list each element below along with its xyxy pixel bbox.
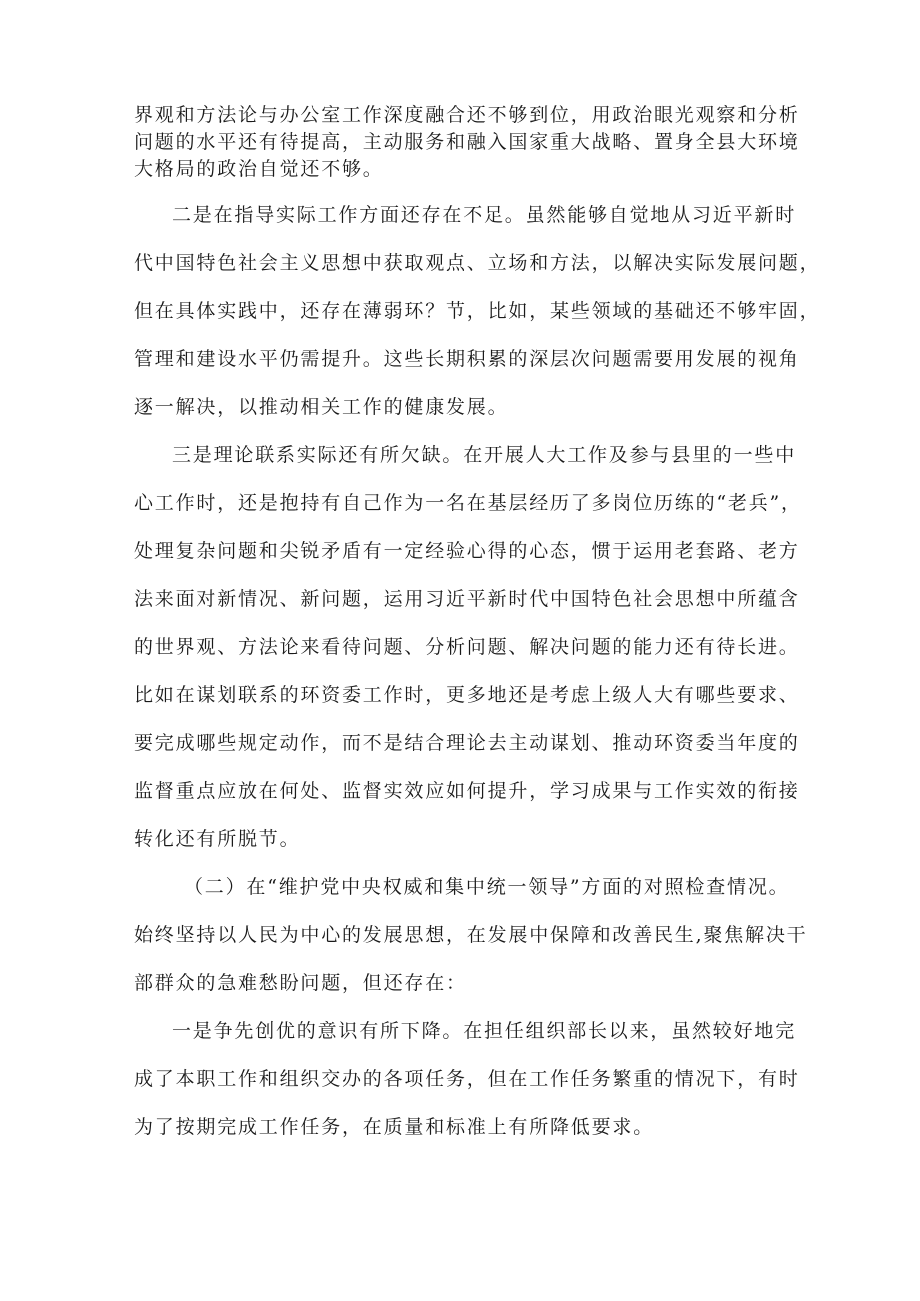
paragraph-2-line-3: 法来面对新情况、新问题，运用习近平新时代中国特色社会思想中所蕴含 <box>134 588 800 610</box>
paragraph-3-line-1: 始终坚持以人民为中心的发展思想，在发展中保障和改善民生,聚焦解决干 <box>134 924 808 946</box>
paragraph-2-line-4: 的世界观、方法论来看待问题、分析问题、解决问题的能力还有待长进。 <box>134 636 800 658</box>
paragraph-1-line-1: 代中国特色社会主义思想中获取观点、立场和方法，以解决实际发展问题， <box>134 252 821 274</box>
paragraph-2-line-6: 要完成哪些规定动作，而不是结合理论去主动谋划、推动环资委当年度的 <box>134 732 800 754</box>
paragraph-2-line-5: 比如在谋划联系的环资委工作时，更多地还是考虑上级人大有哪些要求、 <box>134 684 800 706</box>
paragraph-1-line-3: 管理和建设水平仍需提升。这些长期积累的深层次问题需要用发展的视角 <box>134 348 800 370</box>
paragraph-2-line-0: 三是理论联系实际还有所欠缺。在开展人大工作及参与县里的一些中 <box>172 444 797 466</box>
paragraph-1-line-2: 但在具体实践中，还存在薄弱环？节，比如，某些领域的基础还不够牢固， <box>134 300 821 322</box>
paragraph-1-line-0: 二是在指导实际工作方面还存在不足。虽然能够自觉地从习近平新时 <box>172 204 797 226</box>
paragraph-2-line-7: 监督重点应放在何处、监督实效应如何提升，学习成果与工作实效的衔接 <box>134 780 800 802</box>
paragraph-2-line-8: 转化还有所脱节。 <box>134 828 301 850</box>
paragraph-1-line-4: 逐一解决，以推动相关工作的健康发展。 <box>134 396 509 418</box>
paragraph-0-line-0: 界观和方法论与办公室工作深度融合还不够到位，用政治眼光观察和分析 <box>134 104 800 126</box>
paragraph-3-line-2: 部群众的急难愁盼问题，但还存在： <box>134 972 467 994</box>
paragraph-0-line-2: 大格局的政治自觉还不够。 <box>134 158 384 180</box>
paragraph-4-line-1: 成了本职工作和组织交办的各项任务，但在工作任务繁重的情况下，有时 <box>134 1068 800 1090</box>
paragraph-0-line-1: 问题的水平还有待提高，主动服务和融入国家重大战略、置身全县大环境 <box>134 131 800 153</box>
paragraph-4-line-0: 一是争先创优的意识有所下降。在担任组织部长以来，虽然较好地完 <box>172 1020 797 1042</box>
paragraph-2-line-1: 心工作时，还是抱持有自己作为一名在基层经历了多岗位历练的“老兵”， <box>134 492 802 514</box>
paragraph-4-line-2: 为了按期完成工作任务，在质量和标准上有所降低要求。 <box>134 1116 655 1138</box>
paragraph-2-line-2: 处理复杂问题和尖锐矛盾有一定经验心得的心态，惯于运用老套路、老方 <box>134 540 800 562</box>
paragraph-3-line-0: （二）在“维护党中央权威和集中统一领导”方面的对照检查情况。 <box>184 876 790 898</box>
